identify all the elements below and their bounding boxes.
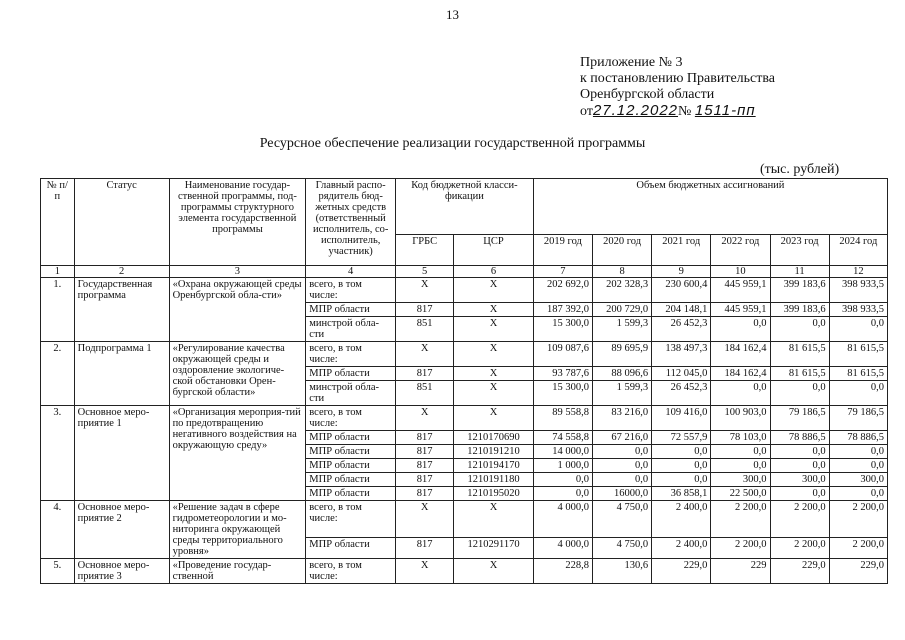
amount-cell: 399 183,6 <box>770 278 829 303</box>
header-year: 2024 год <box>829 234 887 265</box>
group-status: Подпрограмма 1 <box>74 342 169 406</box>
amount-cell: 0,0 <box>652 459 711 473</box>
amount-cell: 0,0 <box>829 381 887 406</box>
group-num: 1. <box>41 278 75 342</box>
admin-cell: МПР области <box>306 459 396 473</box>
amount-cell: 81 615,5 <box>770 342 829 367</box>
amount-cell: 229,0 <box>829 559 887 584</box>
admin-cell: МПР области <box>306 473 396 487</box>
appendix-no-sign: № <box>678 104 692 119</box>
code-cell: 817 <box>396 367 454 381</box>
amount-cell: 0,0 <box>770 445 829 459</box>
amount-cell: 67 216,0 <box>592 431 651 445</box>
amount-cell: 2 400,0 <box>652 501 711 538</box>
amount-cell: 81 615,5 <box>829 342 887 367</box>
code-cell: 1210191180 <box>454 473 534 487</box>
amount-cell: 229 <box>711 559 770 584</box>
admin-cell: МПР области <box>306 538 396 559</box>
amount-cell: 1 599,3 <box>592 317 651 342</box>
amount-cell: 72 557,9 <box>652 431 711 445</box>
column-number: 11 <box>770 266 829 278</box>
code-cell: X <box>454 406 534 431</box>
column-number: 12 <box>829 266 887 278</box>
code-cell: 817 <box>396 538 454 559</box>
group-name: «Проведение государ-ственной <box>169 559 306 584</box>
amount-cell: 0,0 <box>770 487 829 501</box>
code-cell: 1210291170 <box>454 538 534 559</box>
header-year: 2020 год <box>592 234 651 265</box>
amount-cell: 0,0 <box>533 487 592 501</box>
column-number: 3 <box>169 266 306 278</box>
amount-cell: 74 558,8 <box>533 431 592 445</box>
amount-cell: 4 000,0 <box>533 538 592 559</box>
code-cell: X <box>454 559 534 584</box>
code-cell: X <box>454 501 534 538</box>
appendix-prefix: от <box>580 104 593 119</box>
header-volume: Объем бюджетных ассигнований <box>533 179 887 235</box>
amount-cell: 0,0 <box>592 473 651 487</box>
amount-cell: 2 200,0 <box>711 538 770 559</box>
amount-cell: 0,0 <box>652 445 711 459</box>
admin-cell: МПР области <box>306 487 396 501</box>
amount-cell: 81 615,5 <box>770 367 829 381</box>
code-cell: 1210191210 <box>454 445 534 459</box>
admin-cell: минстрой обла-сти <box>306 317 396 342</box>
table-row <box>41 406 888 431</box>
amount-cell: 14 000,0 <box>533 445 592 459</box>
amount-cell: 78 886,5 <box>770 431 829 445</box>
amount-cell: 2 200,0 <box>829 538 887 559</box>
code-cell: X <box>454 303 534 317</box>
group-name: «Охрана окружающей среды Оренбургской обла-сти» <box>169 278 306 342</box>
amount-cell: 398 933,5 <box>829 278 887 303</box>
admin-cell: всего, в том числе: <box>306 278 396 303</box>
amount-cell: 1 599,3 <box>592 381 651 406</box>
appendix-block <box>580 55 775 120</box>
amount-cell: 2 200,0 <box>770 501 829 538</box>
table-body <box>41 179 888 584</box>
admin-cell: МПР области <box>306 445 396 459</box>
column-number: 9 <box>652 266 711 278</box>
amount-cell: 229,0 <box>770 559 829 584</box>
amount-cell: 230 600,4 <box>652 278 711 303</box>
amount-cell: 445 959,1 <box>711 278 770 303</box>
header-name: Наименование государ-ственной программы, под-программы структурного элемента государственной программы <box>169 179 306 266</box>
group-num: 2. <box>41 342 75 406</box>
amount-cell: 130,6 <box>592 559 651 584</box>
amount-cell: 109 087,6 <box>533 342 592 367</box>
amount-cell: 0,0 <box>829 445 887 459</box>
appendix-date: 27.12.2022 <box>592 102 679 119</box>
admin-cell: всего, в том числе: <box>306 342 396 367</box>
amount-cell: 26 452,3 <box>652 317 711 342</box>
amount-cell: 109 416,0 <box>652 406 711 431</box>
header-year: 2023 год <box>770 234 829 265</box>
column-number-row <box>41 266 888 278</box>
amount-cell: 2 200,0 <box>711 501 770 538</box>
appendix-number: 1511-пп <box>694 102 756 119</box>
group-num: 4. <box>41 501 75 559</box>
code-cell: X <box>454 367 534 381</box>
appendix-line-4 <box>580 103 775 120</box>
admin-cell: всего, в том числе: <box>306 406 396 431</box>
amount-cell: 36 858,1 <box>652 487 711 501</box>
admin-cell: МПР области <box>306 367 396 381</box>
amount-cell: 0,0 <box>592 445 651 459</box>
amount-cell: 4 000,0 <box>533 501 592 538</box>
amount-cell: 16000,0 <box>592 487 651 501</box>
amount-cell: 88 096,6 <box>592 367 651 381</box>
amount-cell: 2 200,0 <box>829 501 887 538</box>
table-row <box>41 559 888 584</box>
amount-cell: 93 787,6 <box>533 367 592 381</box>
amount-cell: 0,0 <box>770 381 829 406</box>
code-cell: 817 <box>396 303 454 317</box>
amount-cell: 83 216,0 <box>592 406 651 431</box>
column-number: 6 <box>454 266 534 278</box>
code-cell: X <box>454 342 534 367</box>
table-row <box>41 342 888 367</box>
header-year: 2019 год <box>533 234 592 265</box>
amount-cell: 184 162,4 <box>711 367 770 381</box>
amount-cell: 81 615,5 <box>829 367 887 381</box>
amount-cell: 4 750,0 <box>592 501 651 538</box>
amount-cell: 202 692,0 <box>533 278 592 303</box>
column-number: 10 <box>711 266 770 278</box>
amount-cell: 300,0 <box>829 473 887 487</box>
group-name: «Организация мероприя-тий по предотвращению негативного воздействия на окружающую среду» <box>169 406 306 501</box>
header-status: Статус <box>74 179 169 266</box>
units-label: (тыс. рублей) <box>760 162 840 177</box>
amount-cell: 112 045,0 <box>652 367 711 381</box>
document-title: Ресурсное обеспечение реализации государственной программы <box>259 136 646 151</box>
code-cell: X <box>454 317 534 342</box>
header-year: 2021 год <box>652 234 711 265</box>
amount-cell: 100 903,0 <box>711 406 770 431</box>
amount-cell: 229,0 <box>652 559 711 584</box>
amount-cell: 398 933,5 <box>829 303 887 317</box>
column-number: 5 <box>396 266 454 278</box>
appendix-line-3: Оренбургской области <box>580 87 715 102</box>
amount-cell: 2 200,0 <box>770 538 829 559</box>
amount-cell: 187 392,0 <box>533 303 592 317</box>
amount-cell: 0,0 <box>829 317 887 342</box>
amount-cell: 78 886,5 <box>829 431 887 445</box>
code-cell: 1210170690 <box>454 431 534 445</box>
code-cell: X <box>454 278 534 303</box>
column-number: 1 <box>41 266 75 278</box>
code-cell: 851 <box>396 317 454 342</box>
column-number: 8 <box>592 266 651 278</box>
amount-cell: 228,8 <box>533 559 592 584</box>
amount-cell: 0,0 <box>711 445 770 459</box>
column-number: 4 <box>306 266 396 278</box>
amount-cell: 399 183,6 <box>770 303 829 317</box>
group-name: «Решение задач в сфере гидрометеорологии и мо-ниторинга окружающей среды территориального уровня» <box>169 501 306 559</box>
code-cell: 817 <box>396 487 454 501</box>
appendix-line-1: Приложение № 3 <box>580 55 683 70</box>
header-year: 2022 год <box>711 234 770 265</box>
header-grbs: ГРБС <box>396 234 454 265</box>
header-admin: Главный распо-рядитель бюд-жетных средств (ответственный исполнитель, со-исполнитель, участник) <box>306 179 396 266</box>
amount-cell: 79 186,5 <box>829 406 887 431</box>
admin-cell: всего, в том числе: <box>306 559 396 584</box>
group-num: 5. <box>41 559 75 584</box>
code-cell: 817 <box>396 473 454 487</box>
code-cell: 817 <box>396 445 454 459</box>
code-cell: X <box>396 406 454 431</box>
amount-cell: 89 558,8 <box>533 406 592 431</box>
amount-cell: 204 148,1 <box>652 303 711 317</box>
amount-cell: 0,0 <box>711 381 770 406</box>
code-cell: X <box>396 501 454 538</box>
amount-cell: 300,0 <box>711 473 770 487</box>
group-status: Основное меро-приятие 3 <box>74 559 169 584</box>
appendix-line-2: к постановлению Правительства <box>580 71 776 86</box>
admin-cell: МПР области <box>306 431 396 445</box>
amount-cell: 202 328,3 <box>592 278 651 303</box>
code-cell: 817 <box>396 431 454 445</box>
amount-cell: 4 750,0 <box>592 538 651 559</box>
code-cell: X <box>396 278 454 303</box>
amount-cell: 0,0 <box>829 487 887 501</box>
page-number: 13 <box>446 7 459 22</box>
code-cell: 1210194170 <box>454 459 534 473</box>
amount-cell: 0,0 <box>770 317 829 342</box>
admin-cell: минстрой обла-сти <box>306 381 396 406</box>
amount-cell: 89 695,9 <box>592 342 651 367</box>
header-num: № п/п <box>41 179 75 266</box>
amount-cell: 445 959,1 <box>711 303 770 317</box>
amount-cell: 26 452,3 <box>652 381 711 406</box>
column-number: 2 <box>74 266 169 278</box>
amount-cell: 300,0 <box>770 473 829 487</box>
group-status: Основное меро-приятие 1 <box>74 406 169 501</box>
code-cell: 817 <box>396 459 454 473</box>
header-csr: ЦСР <box>454 234 534 265</box>
table-row <box>41 278 888 303</box>
admin-cell: всего, в том числе: <box>306 501 396 538</box>
header-code: Код бюджетной класси-фикации <box>396 179 534 235</box>
column-number: 7 <box>533 266 592 278</box>
amount-cell: 0,0 <box>829 459 887 473</box>
code-cell: 851 <box>396 381 454 406</box>
amount-cell: 78 103,0 <box>711 431 770 445</box>
code-cell: X <box>396 342 454 367</box>
group-num: 3. <box>41 406 75 501</box>
amount-cell: 0,0 <box>652 473 711 487</box>
code-cell: 1210195020 <box>454 487 534 501</box>
code-cell: X <box>396 559 454 584</box>
group-status: Государственная программа <box>74 278 169 342</box>
table-row <box>41 501 888 538</box>
group-name: «Регулирование качества окружающей среды и оздоровление экологиче-ской обстановки Орен-бургской области» <box>169 342 306 406</box>
amount-cell: 0,0 <box>711 317 770 342</box>
amount-cell: 184 162,4 <box>711 342 770 367</box>
amount-cell: 0,0 <box>592 459 651 473</box>
amount-cell: 2 400,0 <box>652 538 711 559</box>
amount-cell: 200 729,0 <box>592 303 651 317</box>
code-cell: X <box>454 381 534 406</box>
amount-cell: 0,0 <box>711 459 770 473</box>
header-row-1 <box>41 179 888 235</box>
admin-cell: МПР области <box>306 303 396 317</box>
amount-cell: 15 300,0 <box>533 317 592 342</box>
amount-cell: 0,0 <box>770 459 829 473</box>
amount-cell: 79 186,5 <box>770 406 829 431</box>
amount-cell: 138 497,3 <box>652 342 711 367</box>
amount-cell: 15 300,0 <box>533 381 592 406</box>
amount-cell: 1 000,0 <box>533 459 592 473</box>
amount-cell: 22 500,0 <box>711 487 770 501</box>
resource-table <box>40 178 888 584</box>
group-status: Основное меро-приятие 2 <box>74 501 169 559</box>
amount-cell: 0,0 <box>533 473 592 487</box>
